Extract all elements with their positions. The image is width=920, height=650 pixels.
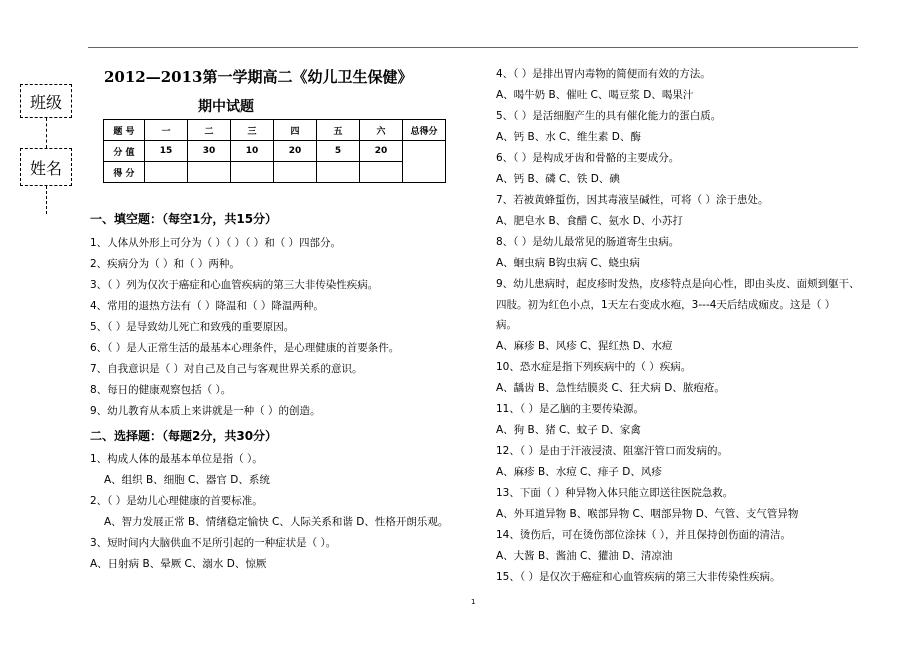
table-cell: 20 bbox=[274, 141, 317, 162]
question-line: 3、（ ）列为仅次于癌症和心血管疾病的第三大非传染性疾病。 bbox=[90, 279, 379, 291]
score-blank bbox=[188, 162, 231, 183]
question-line: 2、疾病分为（ ）和（ ）两种。 bbox=[90, 258, 240, 270]
option-line: A、钙 B、水 C、维生素 D、酶 bbox=[496, 131, 641, 143]
question-line: 7、自我意识是（ ）对自己及自己与客观世界关系的意识。 bbox=[90, 363, 363, 375]
question-line: 9、幼儿患病时，起皮疹时发热，皮疹特点是向心性，即由头皮、面颊到躯干、 bbox=[496, 278, 860, 290]
option-line: A、大酱 B、酱油 C、獾油 D、清凉油 bbox=[496, 550, 673, 562]
exam-title: 2012—2013第一学期高二《幼儿卫生保健》 bbox=[104, 68, 413, 86]
table-row bbox=[104, 162, 446, 183]
question-line: 6、（ ）是人正常生活的最基本心理条件，是心理健康的首要条件。 bbox=[90, 342, 400, 354]
option-line: A、麻疹 B、水痘 C、痱子 D、风疹 bbox=[496, 466, 662, 478]
option-line: A、日射病 B、晕厥 C、溺水 D、惊厥 bbox=[90, 558, 267, 570]
option-line: A、喝牛奶 B、催吐 C、喝豆浆 D、喝果汁 bbox=[496, 89, 694, 101]
binding-line bbox=[46, 186, 47, 214]
question-line: 13、下面（ ）种异物入体只能立即送往医院急救。 bbox=[496, 487, 734, 499]
question-line: 8、（ ）是幼儿最常见的肠道寄生虫病。 bbox=[496, 236, 680, 248]
question-line: 15、（ ）是仅次于癌症和心血管疾病的第三大非传染性疾病。 bbox=[496, 571, 781, 583]
score-table bbox=[103, 119, 446, 183]
question-line: 5、（ ）是活细胞产生的具有催化能力的蛋白质。 bbox=[496, 110, 722, 122]
class-label: 班级 bbox=[29, 92, 62, 112]
question-line: 1、人体从外形上可分为（ ）（ ）（ ）和（ ）四部分。 bbox=[90, 237, 342, 249]
question-line: 4、（ ）是排出胃内毒物的简便而有效的方法。 bbox=[496, 68, 711, 80]
table-cell: 四 bbox=[274, 120, 317, 141]
option-line: A、智力发展正常 B、情绪稳定愉快 C、人际关系和谐 D、性格开朗乐观。 bbox=[104, 516, 449, 528]
binding-line bbox=[46, 118, 47, 148]
question-line: 12、（ ）是由于汗液浸渍、阻塞汗管口而发病的。 bbox=[496, 445, 728, 457]
option-line: A、钙 B、磷 C、铁 D、碘 bbox=[496, 173, 620, 185]
table-cell: 题 号 bbox=[104, 120, 145, 141]
table-cell: 15 bbox=[145, 141, 188, 162]
question-line: 7、若被黄蜂蜇伤，因其毒液呈碱性，可将（ ）涂于患处。 bbox=[496, 194, 769, 206]
table-cell: 一 bbox=[145, 120, 188, 141]
section-heading: 一、填空题：（每空1分，共15分） bbox=[90, 212, 278, 226]
section-heading: 二、选择题：（每题2分，共30分） bbox=[90, 429, 278, 443]
score-blank bbox=[274, 162, 317, 183]
question-line: 8、每日的健康观察包括（ ）。 bbox=[90, 384, 232, 396]
question-line: 9、幼儿教育从本质上来讲就是一种（ ）的创造。 bbox=[90, 405, 321, 417]
table-cell: 五 bbox=[317, 120, 360, 141]
score-blank bbox=[231, 162, 274, 183]
question-line: 1、构成人体的最基本单位是指（ ）。 bbox=[90, 453, 263, 465]
name-label: 姓名 bbox=[29, 158, 62, 178]
table-cell: 分 值 bbox=[104, 141, 145, 162]
table-row bbox=[104, 120, 446, 141]
option-line: A、组织 B、细胞 C、器官 D、系统 bbox=[104, 474, 270, 486]
name-box bbox=[20, 148, 72, 186]
total-score-cell bbox=[403, 141, 446, 183]
question-line: 4、常用的退热方法有（ ）降温和（ ）降温两种。 bbox=[90, 300, 324, 312]
exam-subtitle: 期中试题 bbox=[198, 99, 254, 115]
question-line: 5、（ ）是导致幼儿死亡和致残的重要原因。 bbox=[90, 321, 295, 333]
table-cell: 30 bbox=[188, 141, 231, 162]
question-line: 3、短时间内大脑供血不足所引起的一种症状是（ ）。 bbox=[90, 537, 337, 549]
question-line: 10、恐水症是指下列疾病中的（ ）疾病。 bbox=[496, 361, 692, 373]
table-cell: 总得分 bbox=[403, 120, 446, 141]
question-line: 四肢。初为红色小点，1天左右变成水疱，3---4天后结成痂皮。这是（ ） bbox=[496, 299, 836, 311]
page-number: 1 bbox=[471, 598, 476, 606]
option-line: A、肥皂水 B、食醋 C、氨水 D、小苏打 bbox=[496, 215, 683, 227]
score-blank bbox=[317, 162, 360, 183]
class-box bbox=[20, 84, 72, 118]
question-line: 2、（ ）是幼儿心理健康的首要标准。 bbox=[90, 495, 263, 507]
table-cell: 20 bbox=[360, 141, 403, 162]
question-line: 11、（ ）是乙脑的主要传染源。 bbox=[496, 403, 644, 415]
score-blank bbox=[145, 162, 188, 183]
table-cell: 六 bbox=[360, 120, 403, 141]
table-cell: 得 分 bbox=[104, 162, 145, 183]
option-line: A、龋齿 B、急性结膜炎 C、狂犬病 D、脓疱疮。 bbox=[496, 382, 725, 394]
top-rule bbox=[88, 47, 858, 48]
question-line: 6、（ ）是构成牙齿和骨骼的主要成分。 bbox=[496, 152, 680, 164]
option-line: A、蛔虫病 B钩虫病 C、蛲虫病 bbox=[496, 257, 640, 269]
table-cell: 10 bbox=[231, 141, 274, 162]
table-cell: 二 bbox=[188, 120, 231, 141]
option-line: A、麻疹 B、风疹 C、猩红热 D、水痘 bbox=[496, 340, 673, 352]
question-line: 病。 bbox=[496, 319, 517, 331]
option-line: A、外耳道异物 B、喉部异物 C、咽部异物 D、气管、支气管异物 bbox=[496, 508, 799, 520]
table-row bbox=[104, 141, 446, 162]
table-cell: 5 bbox=[317, 141, 360, 162]
option-line: A、狗 B、猪 C、蚊子 D、家禽 bbox=[496, 424, 641, 436]
score-blank bbox=[360, 162, 403, 183]
question-line: 14、烫伤后，可在烫伤部位涂抹（ ），并且保持创伤面的清洁。 bbox=[496, 529, 791, 541]
table-cell: 三 bbox=[231, 120, 274, 141]
